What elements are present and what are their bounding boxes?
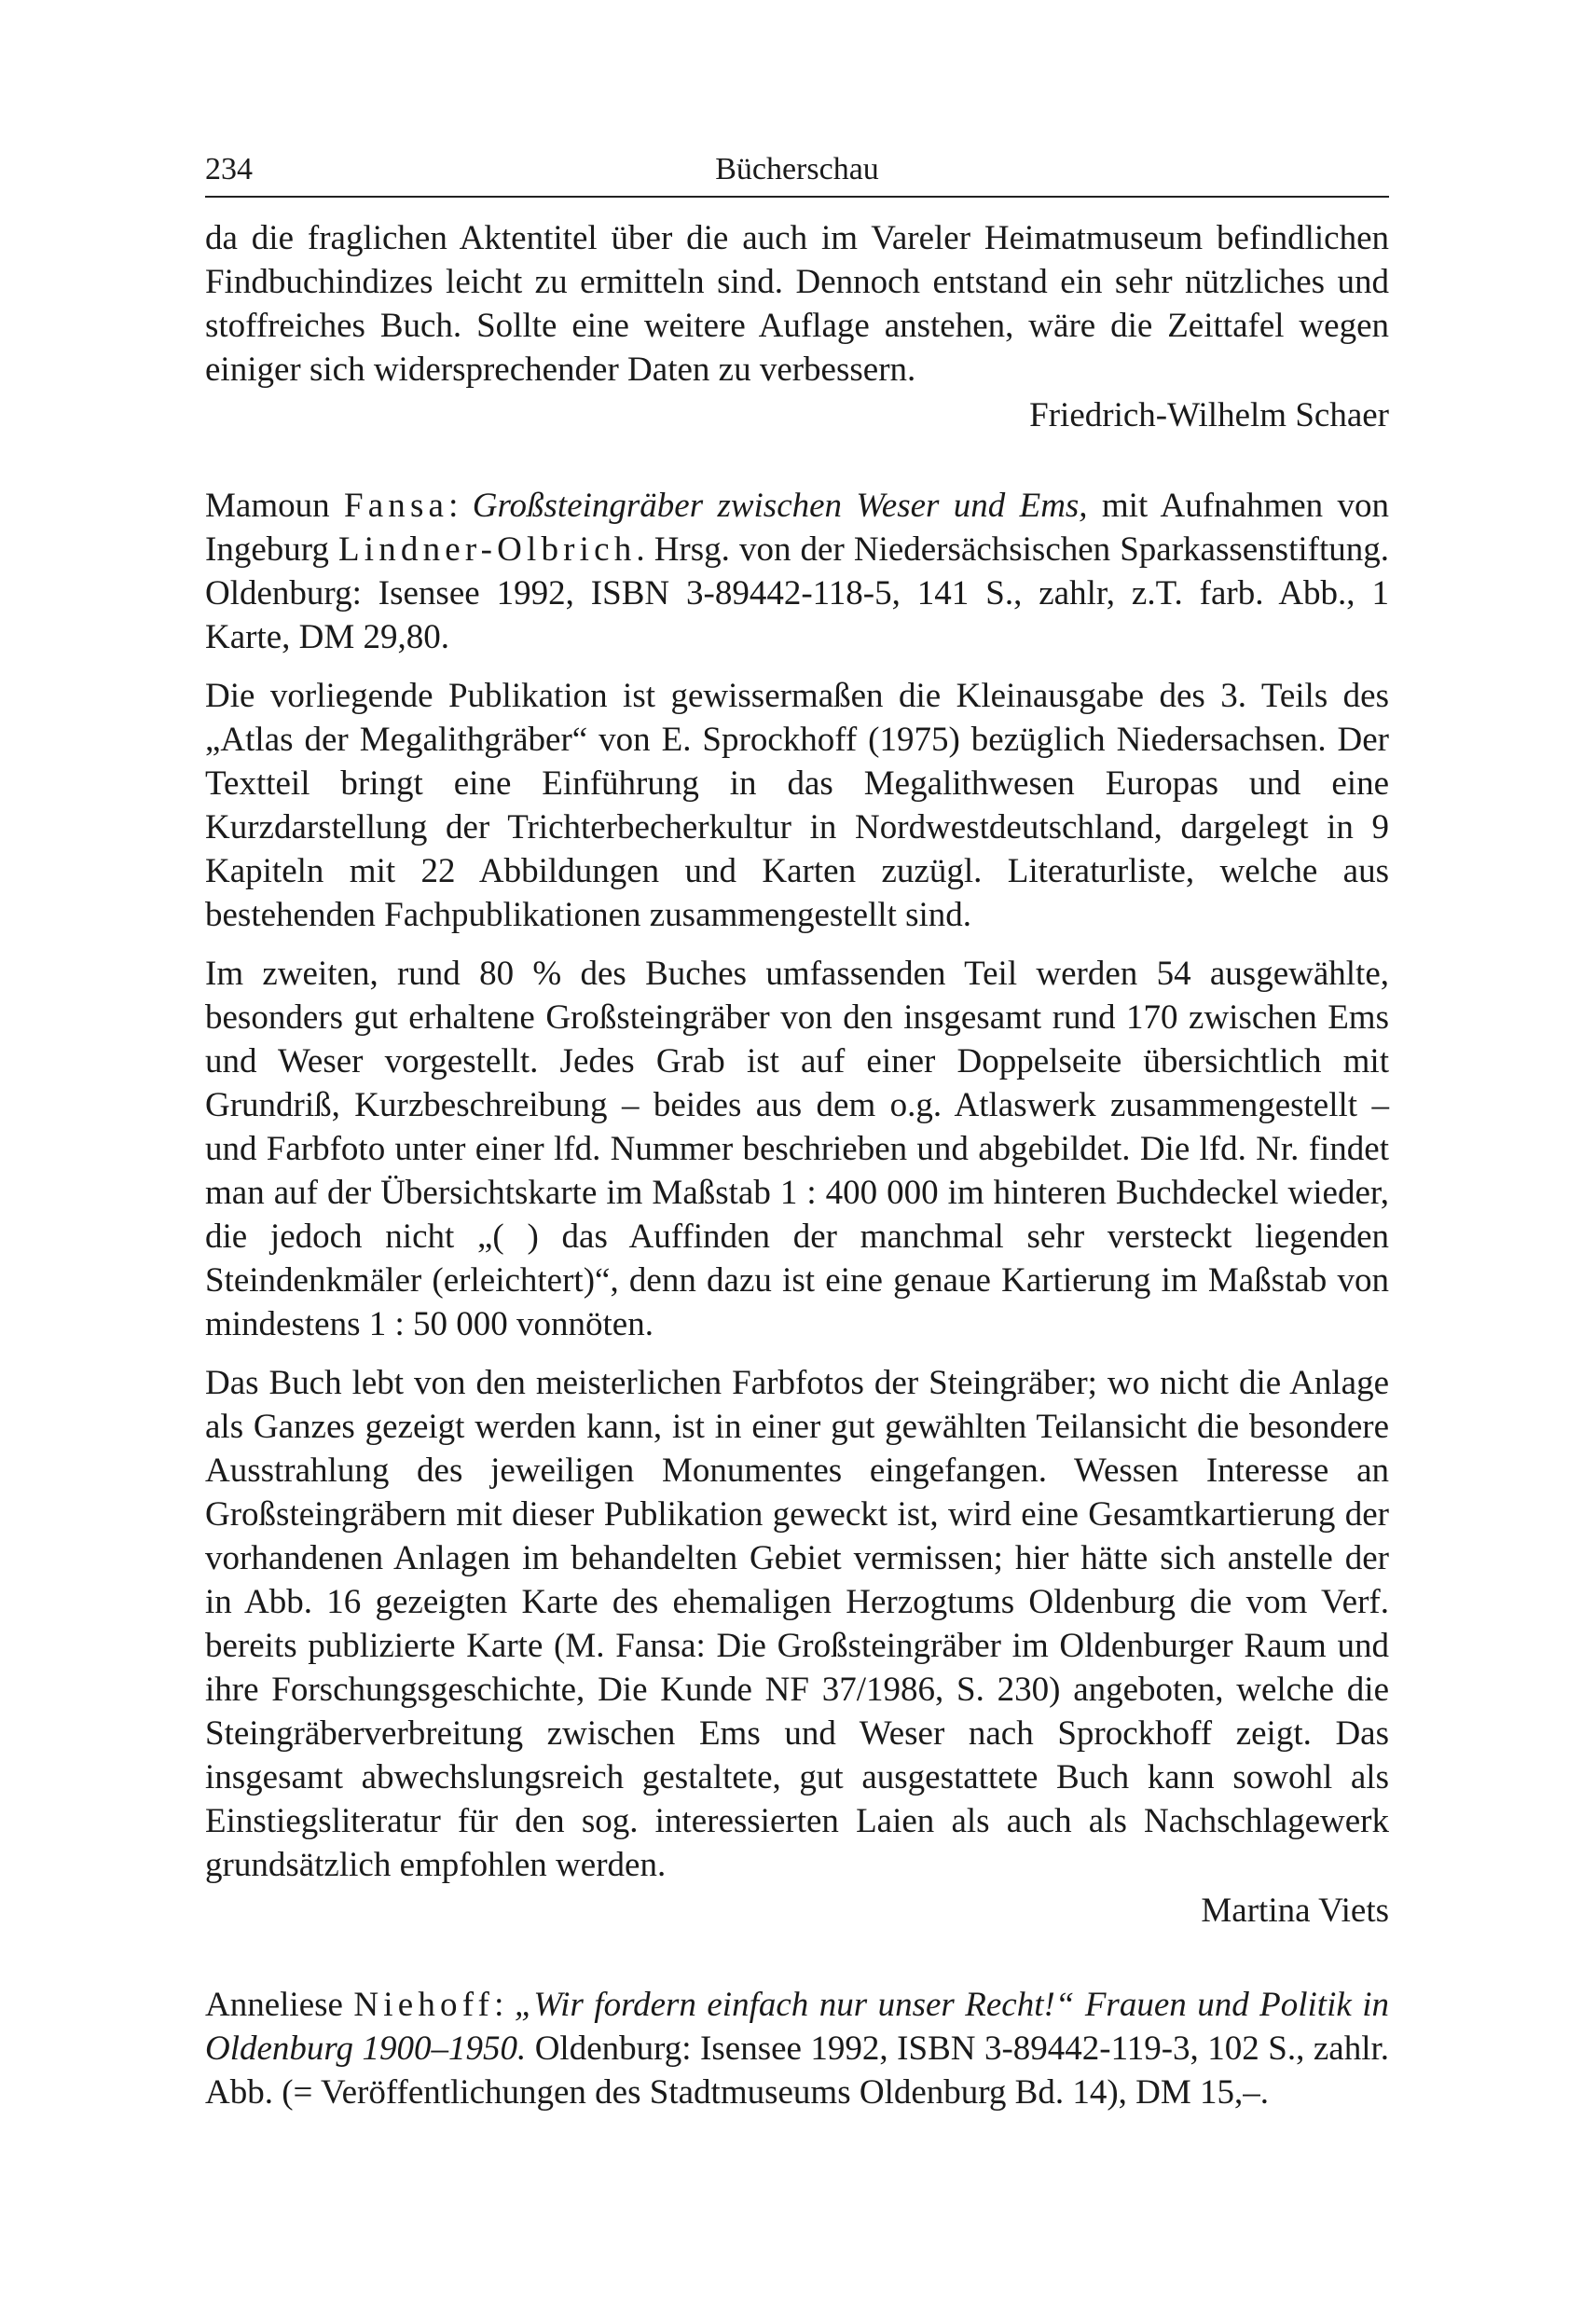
review-citation: Mamoun Fansa: Großsteingräber zwischen Weser und Ems, mit Aufnahmen von Ingeburg Lindner-Olbrich. Hrsg. von der Niedersächsischen Sparkassenstiftung. Oldenburg: Isensee 1992, ISBN 3-89442-118-5, 141 S., zahlr, z.T. farb. Abb., 1 Karte, DM 29,80. bbox=[205, 487, 1390, 656]
author-first-name: Mamoun bbox=[205, 487, 330, 525]
running-title: Bücherschau bbox=[715, 152, 879, 186]
continued-paragraph: da die fraglichen Aktentitel über die auch im Vareler Heimatmuseum befindlichen Findbuchindizes leicht zu ermitteln sind. Dennoch entstand ein sehr nützliches und stoffreiches Buch. Sollte eine weitere Auflage anstehen, wäre die Zeittafel wegen einiger sich widersprechender Daten zu verbessern. bbox=[205, 219, 1389, 389]
review-body bbox=[205, 674, 1389, 1887]
review-paragraph: Das Buch lebt von den meisterlichen Farbfotos der Steingräber; wo nicht die Anlage als Ganzes gezeigt werden kann, ist in einer gut gewählten Teilansicht die besondere Ausstrahlung des jeweiligen Monumentes eingefangen. Wessen Interesse an Großsteingräbern mit dieser Publikation geweckt ist, wird eine Gesamtkartierung der vorhandenen Anlagen im behandelten Gebiet vermissen; hier hätte sich anstelle der in Abb. 16 gezeigten Karte des ehemaligen Herzogtums Oldenburg die vom Verf. bereits publizierte Karte (M. Fansa: Die Großsteingräber im Oldenburger Raum und ihre Forschungsgeschichte, Die Kunde NF 37/1986, S. 230) angeboten, welche die Steingräberverbreitung zwischen Ems und Weser nach Sprockhoff zeigt. Das insgesamt abwechslungsreich gestaltete, gut ausgestattete Buch kann sowohl als Einstiegsliteratur für den sog. interessierten Laien als auch als Nachschlagewerk grundsätzlich empfohlen werden. bbox=[205, 1364, 1389, 1884]
reviewer-signature: Friedrich-Wilhelm Schaer bbox=[1029, 396, 1389, 434]
author-last-name: Niehoff bbox=[353, 1986, 495, 2024]
citation-details: Oldenburg: Isensee 1992, ISBN 3-89442-119-3, 102 S., zahlr. Abb. (= Veröffentlichungen des Stadtmuseums Oldenburg Bd. 14), DM 15,–. bbox=[205, 2030, 1390, 2112]
review-paragraph: Im zweiten, rund 80 % des Buches umfassenden Teil werden 54 ausgewählte, besonders gut erhaltene Großsteingräber von den insgesamt rund 170 zwischen Ems und Weser vorgestellt. Jedes Grab ist auf einer Doppelseite übersichtlich mit Grundriß, Kurzbeschreibung – beides aus dem o.g. Atlaswerk zusammengestellt – und Farbfoto unter einer lfd. Nummer beschrieben und abgebildet. Die lfd. Nr. findet man auf der Übersichtskarte im Maßstab 1 : 400 000 im hinteren Buchdeckel wieder, die jedoch nicht „( ) das Auffinden der manchmal sehr versteckt liegenden Steindenkmäler (erleichtert)“, denn dazu ist eine genaue Kartierung im Maßstab von mindestens 1 : 50 000 vonnöten. bbox=[205, 955, 1389, 1343]
review-paragraph: Die vorliegende Publikation ist gewissermaßen die Kleinausgabe des 3. Teils des „Atlas der Megalithgräber“ von E. Sprockhoff (1975) bezüglich Niedersachsen. Der Textteil bringt eine Einführung in das Megalithwesen Europas und eine Kurzdarstellung der Trichterbecherkultur in Nordwestdeutschland, dargelegt in 9 Kapiteln mit 22 Abbildungen und Karten zuzügl. Literaturliste, welche aus bestehenden Fachpublikationen zusammengestellt sind. bbox=[205, 677, 1389, 934]
photographer-name: Lindner-Olbrich bbox=[337, 530, 637, 569]
running-header bbox=[205, 149, 1389, 190]
book-title: „Wir fordern einfach nur unser Recht!“ Frauen und Politik in Oldenburg 1900–1950. bbox=[205, 1986, 1390, 2068]
document-page bbox=[205, 149, 1389, 2114]
page-body bbox=[205, 216, 1389, 2114]
author-last-name: Fansa bbox=[343, 487, 449, 525]
citation-details-continued: . Hrsg. von der Niedersächsischen Sparkassenstiftung. Oldenburg: Isensee 1992, ISBN 3-89442-118-5, 141 S., zahlr, z.T. farb. Abb., 1 Karte, DM 29,80. bbox=[205, 530, 1389, 656]
reviewer-signature: Martina Viets bbox=[1201, 1892, 1389, 1930]
review-citation: Anneliese Niehoff: „Wir fordern einfach nur unser Recht!“ Frauen und Politik in Oldenburg 1900–1950. Oldenburg: Isensee 1992, ISBN 3-89442-119-3, 102 S., zahlr. Abb. (= Veröffentlichungen des Stadtmuseums Oldenburg Bd. 14), DM 15,–. bbox=[205, 1986, 1390, 2112]
page-number: 234 bbox=[205, 152, 253, 186]
book-title: Großsteingräber zwischen Weser und Ems, bbox=[472, 487, 1088, 525]
author-first-name: Anneliese bbox=[205, 1986, 343, 2024]
citation-details: mit Aufnahmen von Ingeburg bbox=[205, 487, 1390, 569]
header-rule bbox=[205, 196, 1389, 198]
